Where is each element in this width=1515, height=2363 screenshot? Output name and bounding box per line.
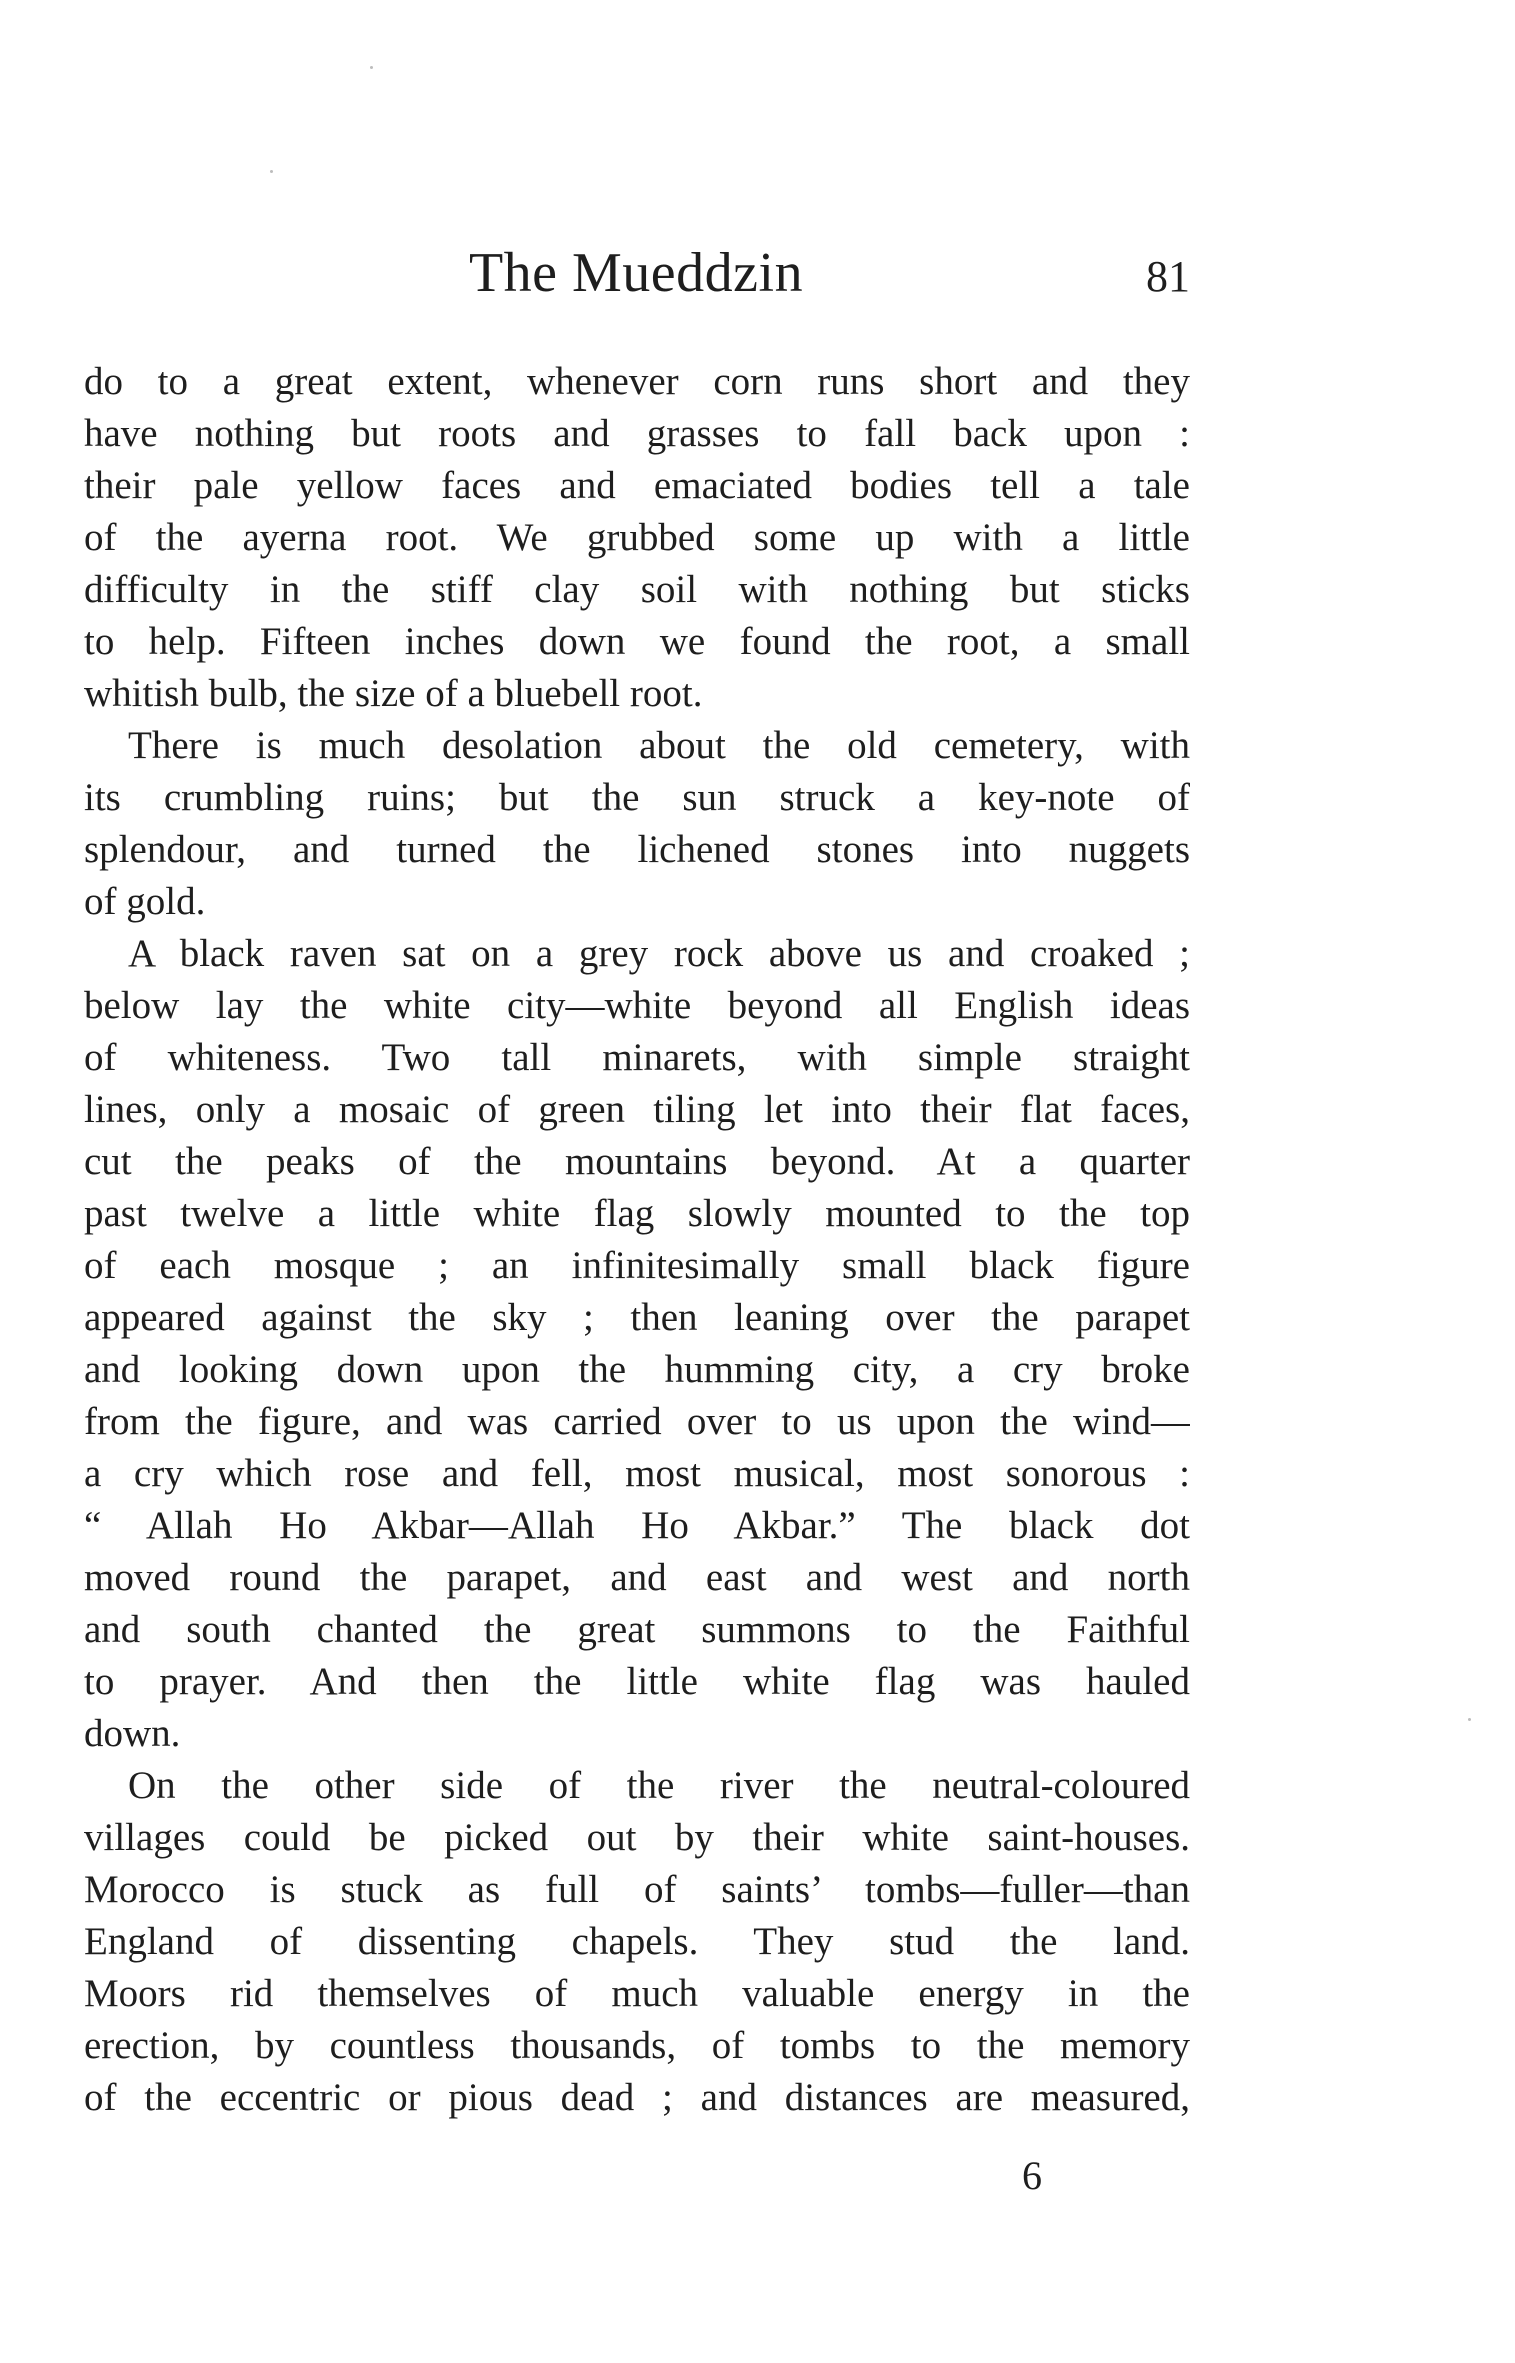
paper-speck	[270, 170, 273, 173]
text-line: of the ayerna root. We grubbed some up with a little	[84, 516, 1190, 559]
text-line: do to a great extent, whenever corn runs short and they	[84, 360, 1190, 403]
text-line: A black raven sat on a grey rock above us and croaked ;	[128, 932, 1190, 975]
text-line: moved round the parapet, and east and west and north	[84, 1556, 1190, 1599]
paragraph-4	[84, 1760, 1190, 2124]
text-line: “ Allah Ho Akbar—Allah Ho Akbar.” The black dot	[84, 1504, 1190, 1547]
running-title: The Mueddzin	[468, 242, 804, 304]
text-line: There is much desolation about the old cemetery, with	[128, 724, 1190, 767]
text-line: of gold.	[84, 880, 206, 923]
text-line: to help. Fifteen inches down we found the root, a small	[84, 620, 1190, 663]
text-line: and south chanted the great summons to the Faithful	[84, 1608, 1190, 1651]
text-line: of each mosque ; an infinitesimally small black figure	[84, 1244, 1190, 1287]
text-line: On the other side of the river the neutral-coloured	[128, 1764, 1190, 1807]
text-line: and looking down upon the humming city, a cry broke	[84, 1348, 1190, 1391]
text-line: England of dissenting chapels. They stud the land.	[84, 1920, 1190, 1963]
page-number: 81	[1146, 252, 1190, 301]
text-line: erection, by countless thousands, of tombs to the memory	[84, 2024, 1190, 2067]
text-line: below lay the white city—white beyond all English ideas	[84, 984, 1190, 1027]
text-line: Morocco is stuck as full of saints’ tombs—fuller—than	[84, 1868, 1190, 1911]
paragraph-1	[84, 356, 1190, 720]
text-line: to prayer. And then the little white flag was hauled	[84, 1660, 1190, 1703]
text-line: Moors rid themselves of much valuable energy in the	[84, 1972, 1190, 2015]
text-line: their pale yellow faces and emaciated bodies tell a tale	[84, 464, 1190, 507]
running-head	[82, 238, 1190, 308]
text-line: cut the peaks of the mountains beyond. At a quarter	[84, 1140, 1190, 1183]
signature-mark: 6	[1022, 2153, 1042, 2198]
text-line: difficulty in the stiff clay soil with nothing but sticks	[84, 568, 1190, 611]
text-line: its crumbling ruins; but the sun struck a key-note of	[84, 776, 1190, 819]
text-line: of the eccentric or pious dead ; and distances are measured,	[84, 2076, 1190, 2119]
text-line: splendour, and turned the lichened stones into nuggets	[84, 828, 1190, 871]
text-line: of whiteness. Two tall minarets, with simple straight	[84, 1036, 1190, 1079]
text-line: past twelve a little white flag slowly mounted to the top	[84, 1192, 1190, 1235]
text-line: appeared against the sky ; then leaning over the parapet	[84, 1296, 1190, 1339]
text-line: lines, only a mosaic of green tiling let into their flat faces,	[84, 1088, 1190, 1131]
text-line: down.	[84, 1712, 181, 1755]
paragraph-2	[84, 720, 1190, 928]
paper-speck	[1468, 1718, 1471, 1721]
paper-speck	[370, 66, 373, 69]
body-text	[84, 356, 1190, 2124]
text-line: have nothing but roots and grasses to fall back upon :	[84, 412, 1190, 455]
paragraph-3	[84, 928, 1190, 1760]
text-line: whitish bulb, the size of a bluebell root.	[84, 672, 703, 715]
text-line: from the figure, and was carried over to us upon the wind—	[84, 1400, 1190, 1443]
text-line: a cry which rose and fell, most musical, most sonorous :	[84, 1452, 1190, 1495]
text-line: villages could be picked out by their white saint-houses.	[84, 1816, 1190, 1859]
